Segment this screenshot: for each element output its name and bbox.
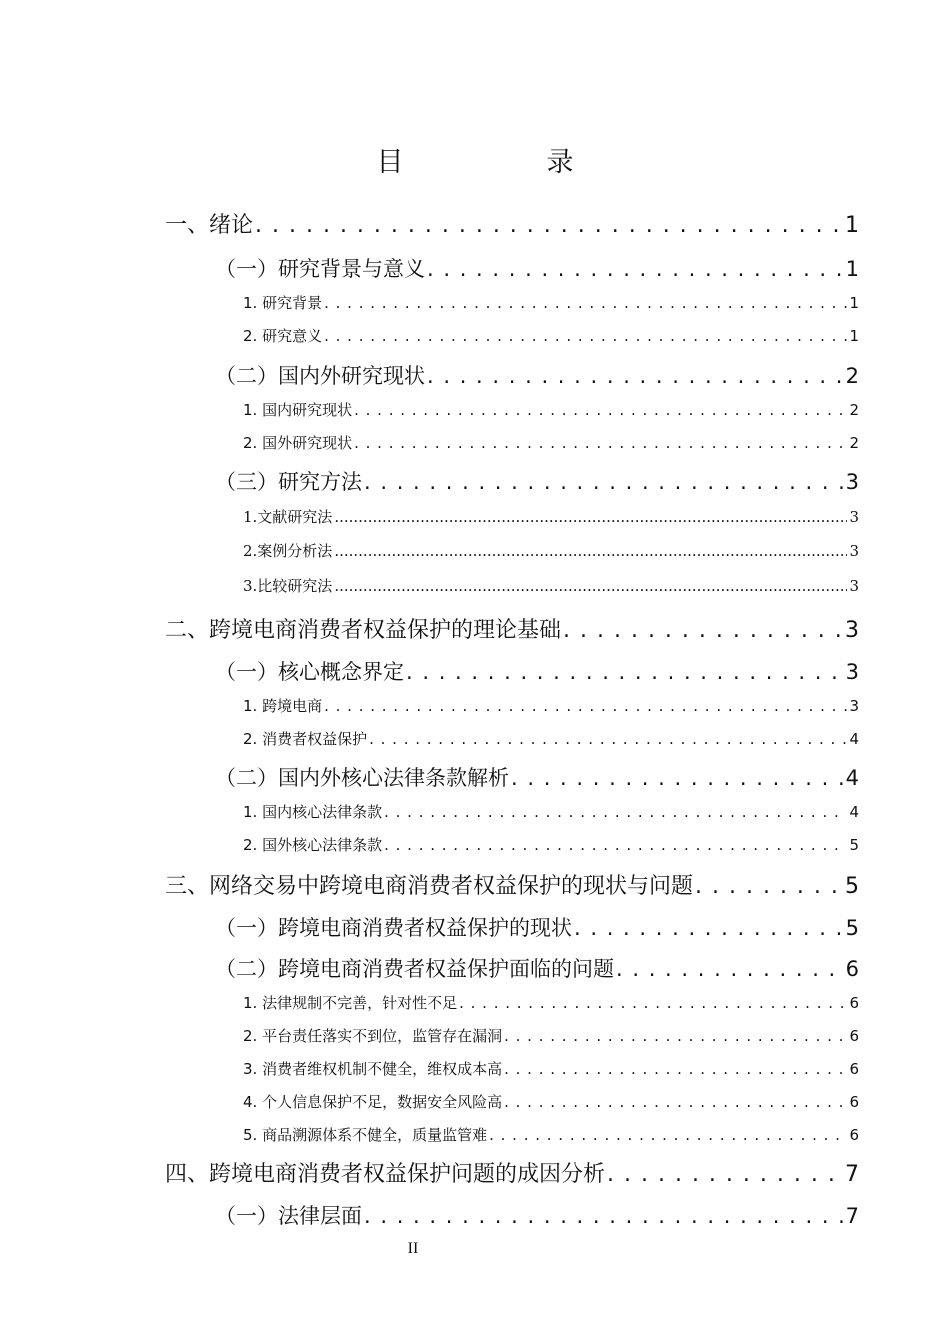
toc-entry[interactable]: 1. 跨境电商 . . . 3 bbox=[243, 695, 859, 716]
page-number-footer: II bbox=[407, 1240, 419, 1257]
toc-entry[interactable]: 三、网络交易中跨境电商消费者权益保护的现状与问题 . . . 5 bbox=[165, 869, 859, 900]
toc-entry[interactable]: （一）法律层面 . . . 7 bbox=[215, 1200, 859, 1230]
toc-entry[interactable]: 1. 法律规制不完善，针对性不足 . . . 6 bbox=[243, 992, 859, 1013]
toc-entry[interactable]: （二）跨境电商消费者权益保护面临的问题 . . . 6 bbox=[215, 953, 859, 983]
page-title: 目 录 bbox=[376, 147, 632, 178]
toc-entry[interactable]: （二）国内外核心法律条款解析 . . . 4 bbox=[215, 762, 859, 792]
toc-entry[interactable]: 2. 国外核心法律条款 . . . 5 bbox=[243, 834, 859, 855]
toc-entry[interactable]: 1.文献研究法 ..... 3 bbox=[243, 506, 859, 527]
toc-entry[interactable]: 一、绪论 . . . 1 bbox=[165, 208, 859, 239]
toc-entry[interactable]: （一）研究背景与意义 . . . 1 bbox=[215, 253, 859, 283]
toc-entry[interactable]: 3. 消费者维权机制不健全，维权成本高 . . . 6 bbox=[243, 1058, 859, 1079]
toc-entry[interactable]: （二）国内外研究现状 . . . 2 bbox=[215, 360, 859, 390]
toc-entry[interactable]: 2. 研究意义 . . . 1 bbox=[243, 325, 859, 346]
toc-entry[interactable]: （一）跨境电商消费者权益保护的现状 . . . 5 bbox=[215, 912, 859, 942]
toc-entry[interactable]: 2. 消费者权益保护 . . . 4 bbox=[243, 728, 859, 749]
toc-entry[interactable]: 3.比较研究法 ..... 3 bbox=[243, 575, 859, 596]
toc-entry[interactable]: 1. 国内核心法律条款 . . . 4 bbox=[243, 801, 859, 822]
toc-entry[interactable]: 二、跨境电商消费者权益保护的理论基础 . . . 3 bbox=[165, 613, 859, 644]
toc-entry[interactable]: 5. 商品溯源体系不健全，质量监管难 . . . 6 bbox=[243, 1124, 859, 1145]
toc-entry[interactable]: 2.案例分析法 ..... 3 bbox=[243, 540, 859, 561]
toc-entry[interactable]: 1. 研究背景 . . . 1 bbox=[243, 292, 859, 313]
toc-entry[interactable]: （三）研究方法 . . . 3 bbox=[215, 466, 859, 496]
toc-entry[interactable]: （一）核心概念界定 . . . 3 bbox=[215, 656, 859, 686]
toc-entry[interactable]: 1. 国内研究现状 . . . 2 bbox=[243, 399, 859, 420]
toc-entry[interactable]: 2. 国外研究现状 . . . 2 bbox=[243, 432, 859, 453]
toc-entry[interactable]: 4. 个人信息保护不足，数据安全风险高 . . . 6 bbox=[243, 1091, 859, 1112]
toc-entry[interactable]: 2. 平台责任落实不到位，监管存在漏洞 . . . 6 bbox=[243, 1025, 859, 1046]
toc-entry[interactable]: 四、跨境电商消费者权益保护问题的成因分析 . . . 7 bbox=[165, 1157, 859, 1188]
